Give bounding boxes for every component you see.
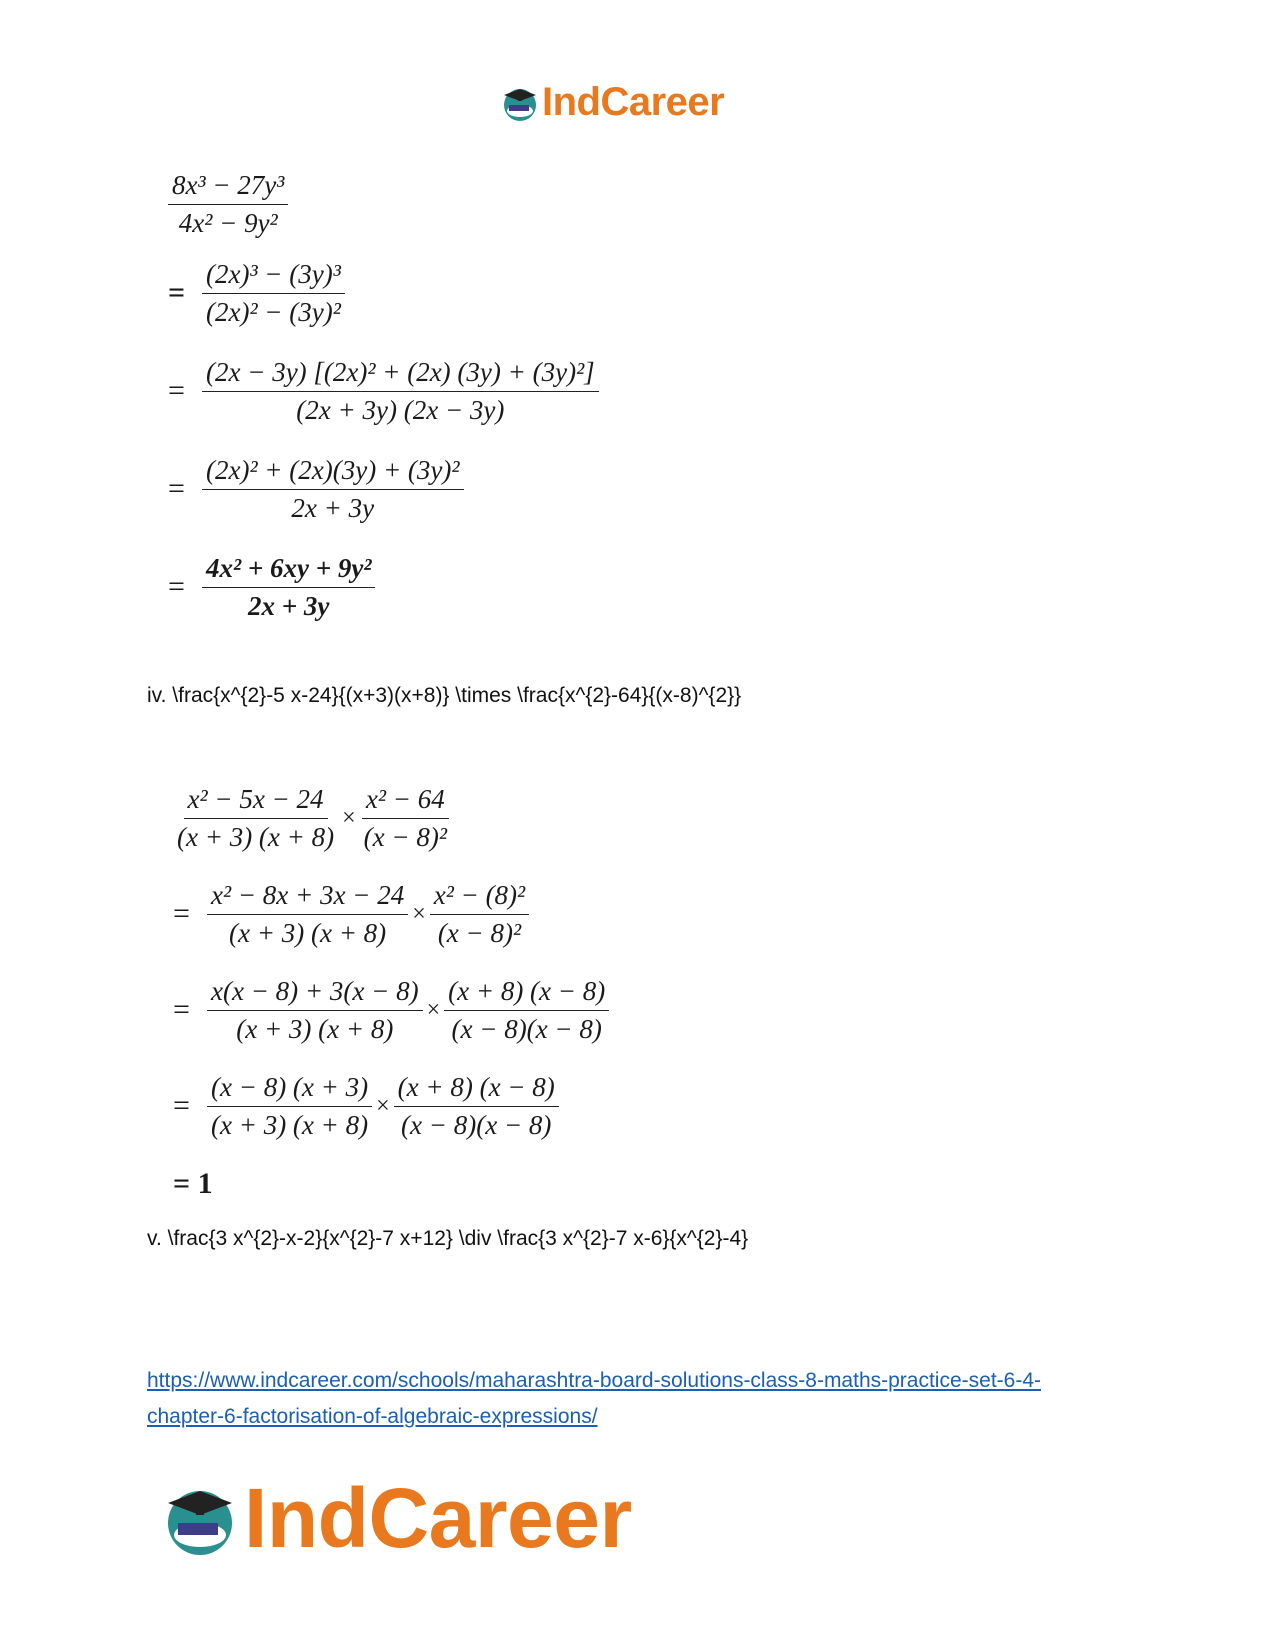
- numerator: 4x² + 6xy + 9y²: [202, 553, 375, 588]
- equals-sign: =: [168, 570, 185, 603]
- solution-b-result: [173, 1154, 609, 1214]
- indcareer-logo-bottom: [160, 1470, 632, 1567]
- solution-b-step-2: [173, 962, 609, 1058]
- numerator: 8x³ − 27y³: [168, 170, 288, 205]
- logo-wordmark: IndCareer: [542, 80, 725, 124]
- denominator: (x − 8)²: [437, 917, 522, 948]
- denominator: (x − 8)(x − 8): [401, 1109, 552, 1140]
- solution-a-step-3: [168, 440, 599, 538]
- solution-a-start: [168, 164, 599, 244]
- solution-a-step-4: [168, 538, 599, 636]
- numerator: (x − 8) (x + 3): [207, 1072, 372, 1107]
- logo-wordmark: IndCareer: [244, 1471, 632, 1565]
- denominator: 4x² − 9y²: [178, 207, 278, 238]
- fraction: [394, 1072, 559, 1141]
- equals-sign: =: [173, 1089, 190, 1122]
- fraction: [207, 1072, 372, 1141]
- times-sign: ×: [376, 1092, 390, 1119]
- equals-sign: =: [168, 276, 186, 309]
- fraction: [444, 976, 609, 1045]
- fraction: [173, 784, 338, 853]
- final-result: = 1: [173, 1167, 213, 1200]
- fraction: [202, 357, 599, 426]
- source-link-line-2[interactable]: chapter-6-factorisation-of-algebraic-expressions/: [147, 1405, 598, 1428]
- question-v: v. \frac{3 x^{2}-x-2}{x^{2}-7 x+12} \div \frac{3 x^{2}-7 x-6}{x^{2}-4}: [147, 1227, 749, 1250]
- numerator: x(x − 8) + 3(x − 8): [207, 976, 423, 1011]
- solution-a: [168, 164, 599, 636]
- fraction: [360, 784, 451, 853]
- denominator: (x − 8)(x − 8): [451, 1013, 602, 1044]
- source-link[interactable]: [147, 1363, 1147, 1435]
- fraction: [202, 553, 375, 622]
- solution-a-step-1: [168, 244, 599, 342]
- denominator: (x − 8)²: [363, 821, 447, 852]
- equals-sign: =: [168, 472, 185, 505]
- numerator: x² − (8)²: [430, 880, 529, 915]
- denominator: (2x)² − (3y)²: [206, 296, 341, 327]
- denominator: (2x + 3y) (2x − 3y): [296, 394, 505, 425]
- denominator: (x + 3) (x + 8): [211, 1109, 369, 1140]
- solution-b-start: [173, 770, 609, 866]
- fraction: [207, 976, 423, 1045]
- equals-sign: =: [168, 374, 185, 407]
- numerator: x² − 64: [362, 784, 449, 819]
- globe-graduation-cap-icon: [160, 1479, 240, 1559]
- numerator: (2x)² + (2x)(3y) + (3y)²: [202, 455, 464, 490]
- times-sign: ×: [412, 900, 426, 927]
- solution-a-step-2: [168, 342, 599, 440]
- fraction: [207, 880, 408, 949]
- equals-sign: =: [173, 897, 190, 930]
- denominator: 2x + 3y: [291, 492, 375, 523]
- source-link-line-1[interactable]: https://www.indcareer.com/schools/maharashtra-board-solutions-class-8-maths-practice-set-6-4-: [147, 1369, 1041, 1392]
- indcareer-logo-top: [500, 80, 724, 125]
- numerator: x² − 8x + 3x − 24: [207, 880, 408, 915]
- fraction: [430, 880, 529, 949]
- denominator: 2x + 3y: [248, 590, 330, 621]
- solution-b-step-3: [173, 1058, 609, 1154]
- solution-b: [173, 770, 609, 1214]
- times-sign: ×: [342, 804, 356, 831]
- denominator: (x + 3) (x + 8): [236, 1013, 394, 1044]
- question-iv: iv. \frac{x^{2}-5 x-24}{(x+3)(x+8)} \times \frac{x^{2}-64}{(x-8)^{2}}: [147, 684, 742, 707]
- denominator: (x + 3) (x + 8): [229, 917, 387, 948]
- times-sign: ×: [426, 996, 441, 1023]
- numerator: x² − 5x − 24: [184, 784, 328, 819]
- equals-sign: =: [173, 993, 190, 1026]
- fraction: [202, 455, 464, 524]
- numerator: (2x − 3y) [(2x)² + (2x) (3y) + (3y)²]: [202, 357, 599, 392]
- globe-graduation-cap-icon: [500, 83, 540, 123]
- fraction: [168, 170, 288, 239]
- denominator: (x + 3) (x + 8): [177, 821, 335, 852]
- fraction: [202, 259, 345, 328]
- numerator: (2x)³ − (3y)³: [202, 259, 345, 294]
- solution-b-step-1: [173, 866, 609, 962]
- numerator: (x + 8) (x − 8): [394, 1072, 559, 1107]
- numerator: (x + 8) (x − 8): [444, 976, 609, 1011]
